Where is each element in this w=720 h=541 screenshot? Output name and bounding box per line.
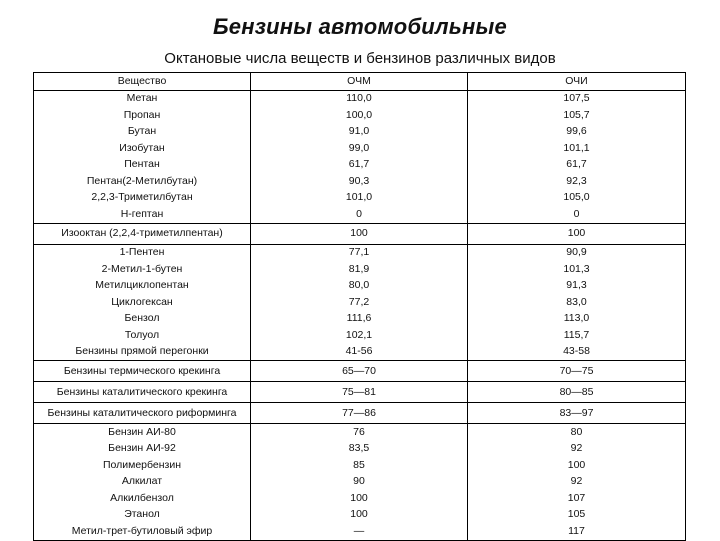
cell-substance: Метан xyxy=(34,90,251,107)
table-row xyxy=(34,157,686,174)
cell-ron: 101,3 xyxy=(468,261,686,278)
table-row xyxy=(34,523,686,540)
table-row xyxy=(34,244,686,261)
cell-mon: 0 xyxy=(251,206,468,223)
cell-ron: 100 xyxy=(468,223,686,244)
table-row xyxy=(34,311,686,328)
table-row xyxy=(34,294,686,311)
cell-ron: 83—97 xyxy=(468,403,686,424)
cell-ron: 105 xyxy=(468,507,686,524)
cell-substance: 2,2,3-Триметилбутан xyxy=(34,190,251,207)
cell-ron: 0 xyxy=(468,206,686,223)
table-row xyxy=(34,124,686,141)
cell-substance: Метилциклопентан xyxy=(34,278,251,295)
cell-substance: Алкилат xyxy=(34,474,251,491)
table-row xyxy=(34,441,686,458)
cell-substance: Полимербензин xyxy=(34,457,251,474)
cell-substance: Бензол xyxy=(34,311,251,328)
table-header-row xyxy=(34,73,686,91)
cell-mon: 77,2 xyxy=(251,294,468,311)
cell-mon: 41-56 xyxy=(251,344,468,361)
table-row xyxy=(34,223,686,244)
cell-mon: 100 xyxy=(251,507,468,524)
cell-mon: 77,1 xyxy=(251,244,468,261)
cell-ron: 43-58 xyxy=(468,344,686,361)
cell-mon: 81,9 xyxy=(251,261,468,278)
octane-table xyxy=(33,72,686,541)
cell-substance: Бензины каталитического риформинга xyxy=(34,403,251,424)
cell-mon: 110,0 xyxy=(251,90,468,107)
cell-mon: 75—81 xyxy=(251,382,468,403)
cell-ron: 92 xyxy=(468,441,686,458)
cell-mon: 61,7 xyxy=(251,157,468,174)
table-row xyxy=(34,190,686,207)
table-row xyxy=(34,327,686,344)
table-row xyxy=(34,107,686,124)
table-row xyxy=(34,206,686,223)
table-row xyxy=(34,140,686,157)
cell-substance: Бензин АИ-80 xyxy=(34,424,251,441)
header-ron: ОЧИ xyxy=(468,73,686,91)
cell-ron: 99,6 xyxy=(468,124,686,141)
header-mon: ОЧМ xyxy=(251,73,468,91)
cell-mon: 76 xyxy=(251,424,468,441)
table-row xyxy=(34,382,686,403)
table-row xyxy=(34,424,686,441)
cell-substance: Алкилбензол xyxy=(34,490,251,507)
cell-mon: 99,0 xyxy=(251,140,468,157)
table-row xyxy=(34,474,686,491)
table-row xyxy=(34,490,686,507)
cell-mon: 111,6 xyxy=(251,311,468,328)
table-body xyxy=(34,90,686,540)
cell-ron: 101,1 xyxy=(468,140,686,157)
table-row xyxy=(34,457,686,474)
cell-substance: Циклогексан xyxy=(34,294,251,311)
cell-substance: Пропан xyxy=(34,107,251,124)
table-row xyxy=(34,90,686,107)
cell-substance: Толуол xyxy=(34,327,251,344)
cell-ron: 80 xyxy=(468,424,686,441)
cell-ron: 105,7 xyxy=(468,107,686,124)
cell-ron: 107 xyxy=(468,490,686,507)
table-caption: Октановые числа веществ и бензинов различных видов xyxy=(164,50,556,67)
cell-substance: 1-Пентен xyxy=(34,244,251,261)
cell-substance: Пентан(2-Метилбутан) xyxy=(34,173,251,190)
cell-ron: 115,7 xyxy=(468,327,686,344)
cell-mon: 85 xyxy=(251,457,468,474)
table-row xyxy=(34,173,686,190)
cell-mon: 100,0 xyxy=(251,107,468,124)
cell-ron: 91,3 xyxy=(468,278,686,295)
cell-ron: 117 xyxy=(468,523,686,540)
table-row xyxy=(34,261,686,278)
cell-substance: Бензины термического крекинга xyxy=(34,361,251,382)
cell-mon: 91,0 xyxy=(251,124,468,141)
cell-ron: 92,3 xyxy=(468,173,686,190)
cell-substance: Бензины каталитического крекинга xyxy=(34,382,251,403)
cell-ron: 92 xyxy=(468,474,686,491)
cell-substance: Бутан xyxy=(34,124,251,141)
cell-mon: 100 xyxy=(251,223,468,244)
cell-ron: 113,0 xyxy=(468,311,686,328)
cell-mon: 102,1 xyxy=(251,327,468,344)
cell-ron: 107,5 xyxy=(468,90,686,107)
cell-substance: Бензин АИ-92 xyxy=(34,441,251,458)
cell-substance: Метил-трет-бутиловый эфир xyxy=(34,523,251,540)
cell-ron: 90,9 xyxy=(468,244,686,261)
cell-mon: — xyxy=(251,523,468,540)
cell-mon: 90 xyxy=(251,474,468,491)
cell-ron: 105,0 xyxy=(468,190,686,207)
cell-ron: 80—85 xyxy=(468,382,686,403)
cell-mon: 83,5 xyxy=(251,441,468,458)
cell-ron: 100 xyxy=(468,457,686,474)
cell-substance: Н-гептан xyxy=(34,206,251,223)
cell-mon: 90,3 xyxy=(251,173,468,190)
cell-ron: 61,7 xyxy=(468,157,686,174)
table-row xyxy=(34,403,686,424)
cell-substance: Пентан xyxy=(34,157,251,174)
cell-substance: 2-Метил-1-бутен xyxy=(34,261,251,278)
cell-substance: Бензины прямой перегонки xyxy=(34,344,251,361)
cell-mon: 65—70 xyxy=(251,361,468,382)
cell-mon: 80,0 xyxy=(251,278,468,295)
cell-ron: 70—75 xyxy=(468,361,686,382)
table-row xyxy=(34,507,686,524)
cell-ron: 83,0 xyxy=(468,294,686,311)
cell-mon: 100 xyxy=(251,490,468,507)
cell-substance: Изооктан (2,2,4-триметилпентан) xyxy=(34,223,251,244)
table-row xyxy=(34,344,686,361)
table-row xyxy=(34,278,686,295)
cell-mon: 101,0 xyxy=(251,190,468,207)
cell-mon: 77—86 xyxy=(251,403,468,424)
table-row xyxy=(34,361,686,382)
cell-substance: Изобутан xyxy=(34,140,251,157)
page-title: Бензины автомобильные xyxy=(213,14,507,39)
octane-table-container xyxy=(33,72,685,541)
header-substance: Вещество xyxy=(34,73,251,91)
cell-substance: Этанол xyxy=(34,507,251,524)
